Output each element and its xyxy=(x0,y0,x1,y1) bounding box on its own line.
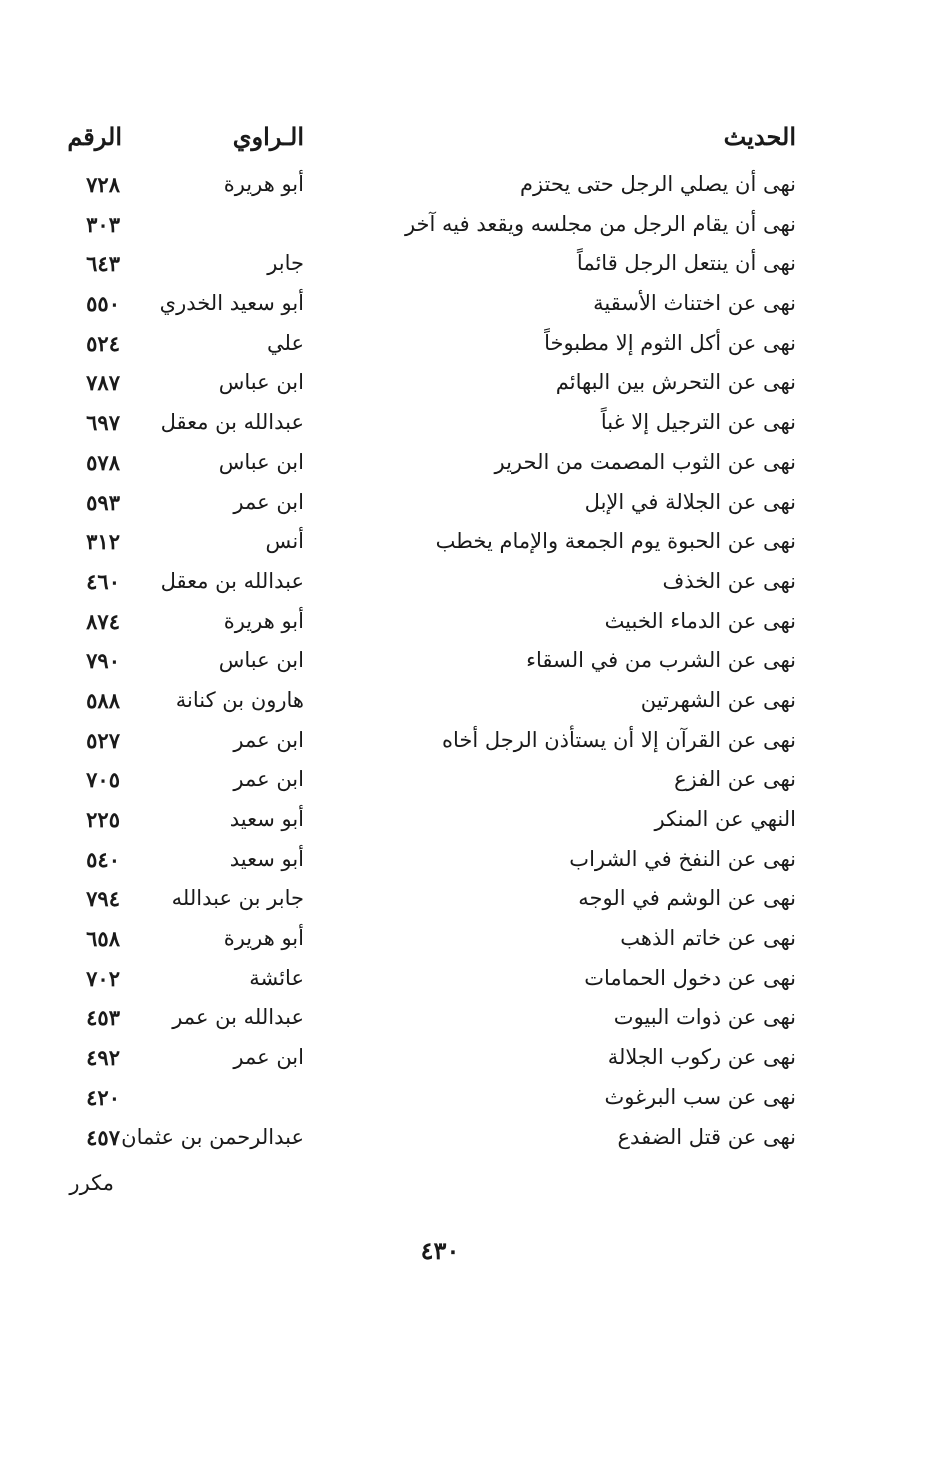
table-row xyxy=(0,847,936,887)
table-row xyxy=(0,331,936,371)
hadith-number: ٤٩٢ xyxy=(86,1045,120,1071)
narrator-name: ابن عمر xyxy=(233,727,304,752)
narrator-name: ابن عباس xyxy=(218,449,304,474)
hadith-number: ٣١٢ xyxy=(86,529,120,555)
hadith-text: النهي عن المنكر xyxy=(654,807,796,831)
hadith-number: ٥٧٨ xyxy=(86,449,120,475)
table-row xyxy=(0,926,936,966)
hadith-number: ٧٨٧ xyxy=(86,370,120,396)
hadith-text: نهى عن الثوب المصمت من الحرير xyxy=(494,449,796,474)
hadith-text: نهى عن دخول الحمامات xyxy=(584,965,796,990)
narrator-name: أبو هريرة xyxy=(223,926,304,951)
narrator-name: ابن عباس xyxy=(218,648,304,673)
hadith-number: ٤٦٠ xyxy=(86,568,120,594)
hadith-text: نهى عن الشرب من في السقاء xyxy=(526,648,796,673)
hadith-text: نهى عن ركوب الجلالة xyxy=(607,1045,796,1070)
narrator-name: عبدالله بن معقل xyxy=(160,410,304,435)
narrator-name: جابر xyxy=(267,251,304,276)
hadith-number: ٤٥٣ xyxy=(86,1005,120,1031)
hadith-number: ٢٢٥ xyxy=(86,807,120,832)
table-row xyxy=(0,728,936,768)
narrator-name: هارون بن كنانة xyxy=(175,687,304,712)
table-row xyxy=(0,1085,936,1125)
narrator-name: عبدالرحمن بن عثمان xyxy=(121,1124,304,1149)
hadith-text: نهى عن الدماء الخبيث xyxy=(604,608,796,633)
hadith-number: ٦٤٣ xyxy=(86,251,120,277)
table-row xyxy=(0,212,936,252)
table-row xyxy=(0,1125,936,1165)
table-row xyxy=(0,569,936,609)
narrator-name: ابن عباس xyxy=(218,370,304,395)
narrator-name: أبو سعيد xyxy=(229,846,304,871)
column-header-hadith: الحديث xyxy=(723,122,796,151)
hadith-text: نهى عن خاتم الذهب xyxy=(620,926,796,951)
page-number: ٤٣٠ xyxy=(420,1236,460,1265)
narrator-name: ابن عمر xyxy=(233,489,304,514)
narrator-name: عبدالله بن معقل xyxy=(160,568,304,593)
hadith-number: ٣٠٣ xyxy=(86,211,120,237)
column-header-number: الرقم xyxy=(67,122,122,151)
table-row xyxy=(0,490,936,530)
table-row xyxy=(0,291,936,331)
hadith-text: نهى عن القرآن إلا أن يستأذن الرجل أخاه xyxy=(441,727,796,752)
column-header-narrator: الـراوي xyxy=(232,122,304,151)
hadith-text: نهى عن سب البرغوث xyxy=(604,1084,796,1109)
hadith-text: نهى عن أكل الثوم إلا مطبوخاً xyxy=(544,330,796,355)
hadith-text: نهى عن الترجيل إلا غباً xyxy=(600,410,796,435)
hadith-text: نهى عن ذوات البيوت xyxy=(613,1005,796,1030)
narrator-name: عبدالله بن عمر xyxy=(172,1005,304,1030)
table-row xyxy=(0,966,936,1006)
table-row xyxy=(0,1005,936,1045)
narrator-name: أبو سعيد xyxy=(229,807,304,831)
table-row xyxy=(0,688,936,728)
narrator-name: أنس xyxy=(265,529,304,554)
hadith-number: ٨٧٤ xyxy=(86,608,120,634)
narrator-name: أبو هريرة xyxy=(223,172,304,196)
narrator-name: جابر بن عبدالله xyxy=(171,886,304,911)
hadith-text: نهى أن يصلي الرجل حتى يحتزم xyxy=(519,172,796,196)
hadith-number: ٧٩٠ xyxy=(86,648,120,674)
hadith-number: ٧٢٨ xyxy=(86,172,120,197)
hadith-text: نهى عن اختناث الأسقية xyxy=(593,291,796,316)
table-row xyxy=(0,1045,936,1085)
hadith-text: نهى عن النفخ في الشراب xyxy=(569,846,796,871)
hadith-number: ٥٥٠ xyxy=(86,291,120,317)
hadith-number: ٦٩٧ xyxy=(86,410,120,436)
hadith-text: نهى عن قتل الضفدع xyxy=(617,1124,796,1149)
narrator-name: أبو هريرة xyxy=(223,608,304,633)
hadith-text: نهى عن الحبوة يوم الجمعة والإمام يخطب xyxy=(435,529,796,554)
table-row xyxy=(0,370,936,410)
hadith-number: ٧٩٤ xyxy=(86,886,120,912)
hadith-text: نهى أن ينتعل الرجل قائماً xyxy=(576,251,796,276)
table-row xyxy=(0,410,936,450)
hadith-number: ٥٩٣ xyxy=(86,489,120,515)
narrator-name: أبو سعيد الخدري xyxy=(159,291,304,316)
table-row xyxy=(0,450,936,490)
hadith-text: نهى عن الشهرتين xyxy=(640,687,796,712)
table-row xyxy=(0,172,936,212)
hadith-text: نهى عن الخذف xyxy=(662,568,796,593)
repeated-note: مكرر xyxy=(69,1171,114,1195)
hadith-number: ٥٤٠ xyxy=(86,846,120,872)
table-row xyxy=(0,609,936,649)
hadith-number: ٤٥٧ xyxy=(86,1124,120,1150)
hadith-index-list xyxy=(0,172,936,1164)
table-row xyxy=(0,529,936,569)
hadith-number: ٥٨٨ xyxy=(86,687,120,713)
hadith-text: نهى عن الجلالة في الإبل xyxy=(584,489,796,514)
narrator-name: ابن عمر xyxy=(233,1045,304,1070)
hadith-number: ٥٢٧ xyxy=(86,727,120,753)
narrator-name: علي xyxy=(267,330,304,355)
table-row xyxy=(0,648,936,688)
table-row xyxy=(0,767,936,807)
hadith-number: ٧٠٢ xyxy=(86,965,120,991)
narrator-name: عائشة xyxy=(249,965,304,990)
hadith-number: ٥٢٤ xyxy=(86,330,120,356)
narrator-name: ابن عمر xyxy=(233,767,304,792)
hadith-text: نهى عن الوشم في الوجه xyxy=(578,886,796,911)
hadith-number: ٤٢٠ xyxy=(86,1084,120,1110)
table-row xyxy=(0,886,936,926)
hadith-number: ٦٥٨ xyxy=(86,926,120,952)
table-row xyxy=(0,807,936,847)
hadith-text: نهى أن يقام الرجل من مجلسه ويقعد فيه آخر xyxy=(404,211,796,236)
table-row xyxy=(0,251,936,291)
hadith-text: نهى عن التحرش بين البهائم xyxy=(555,370,796,395)
hadith-number: ٧٠٥ xyxy=(86,767,120,793)
hadith-text: نهى عن الفزع xyxy=(674,767,796,792)
